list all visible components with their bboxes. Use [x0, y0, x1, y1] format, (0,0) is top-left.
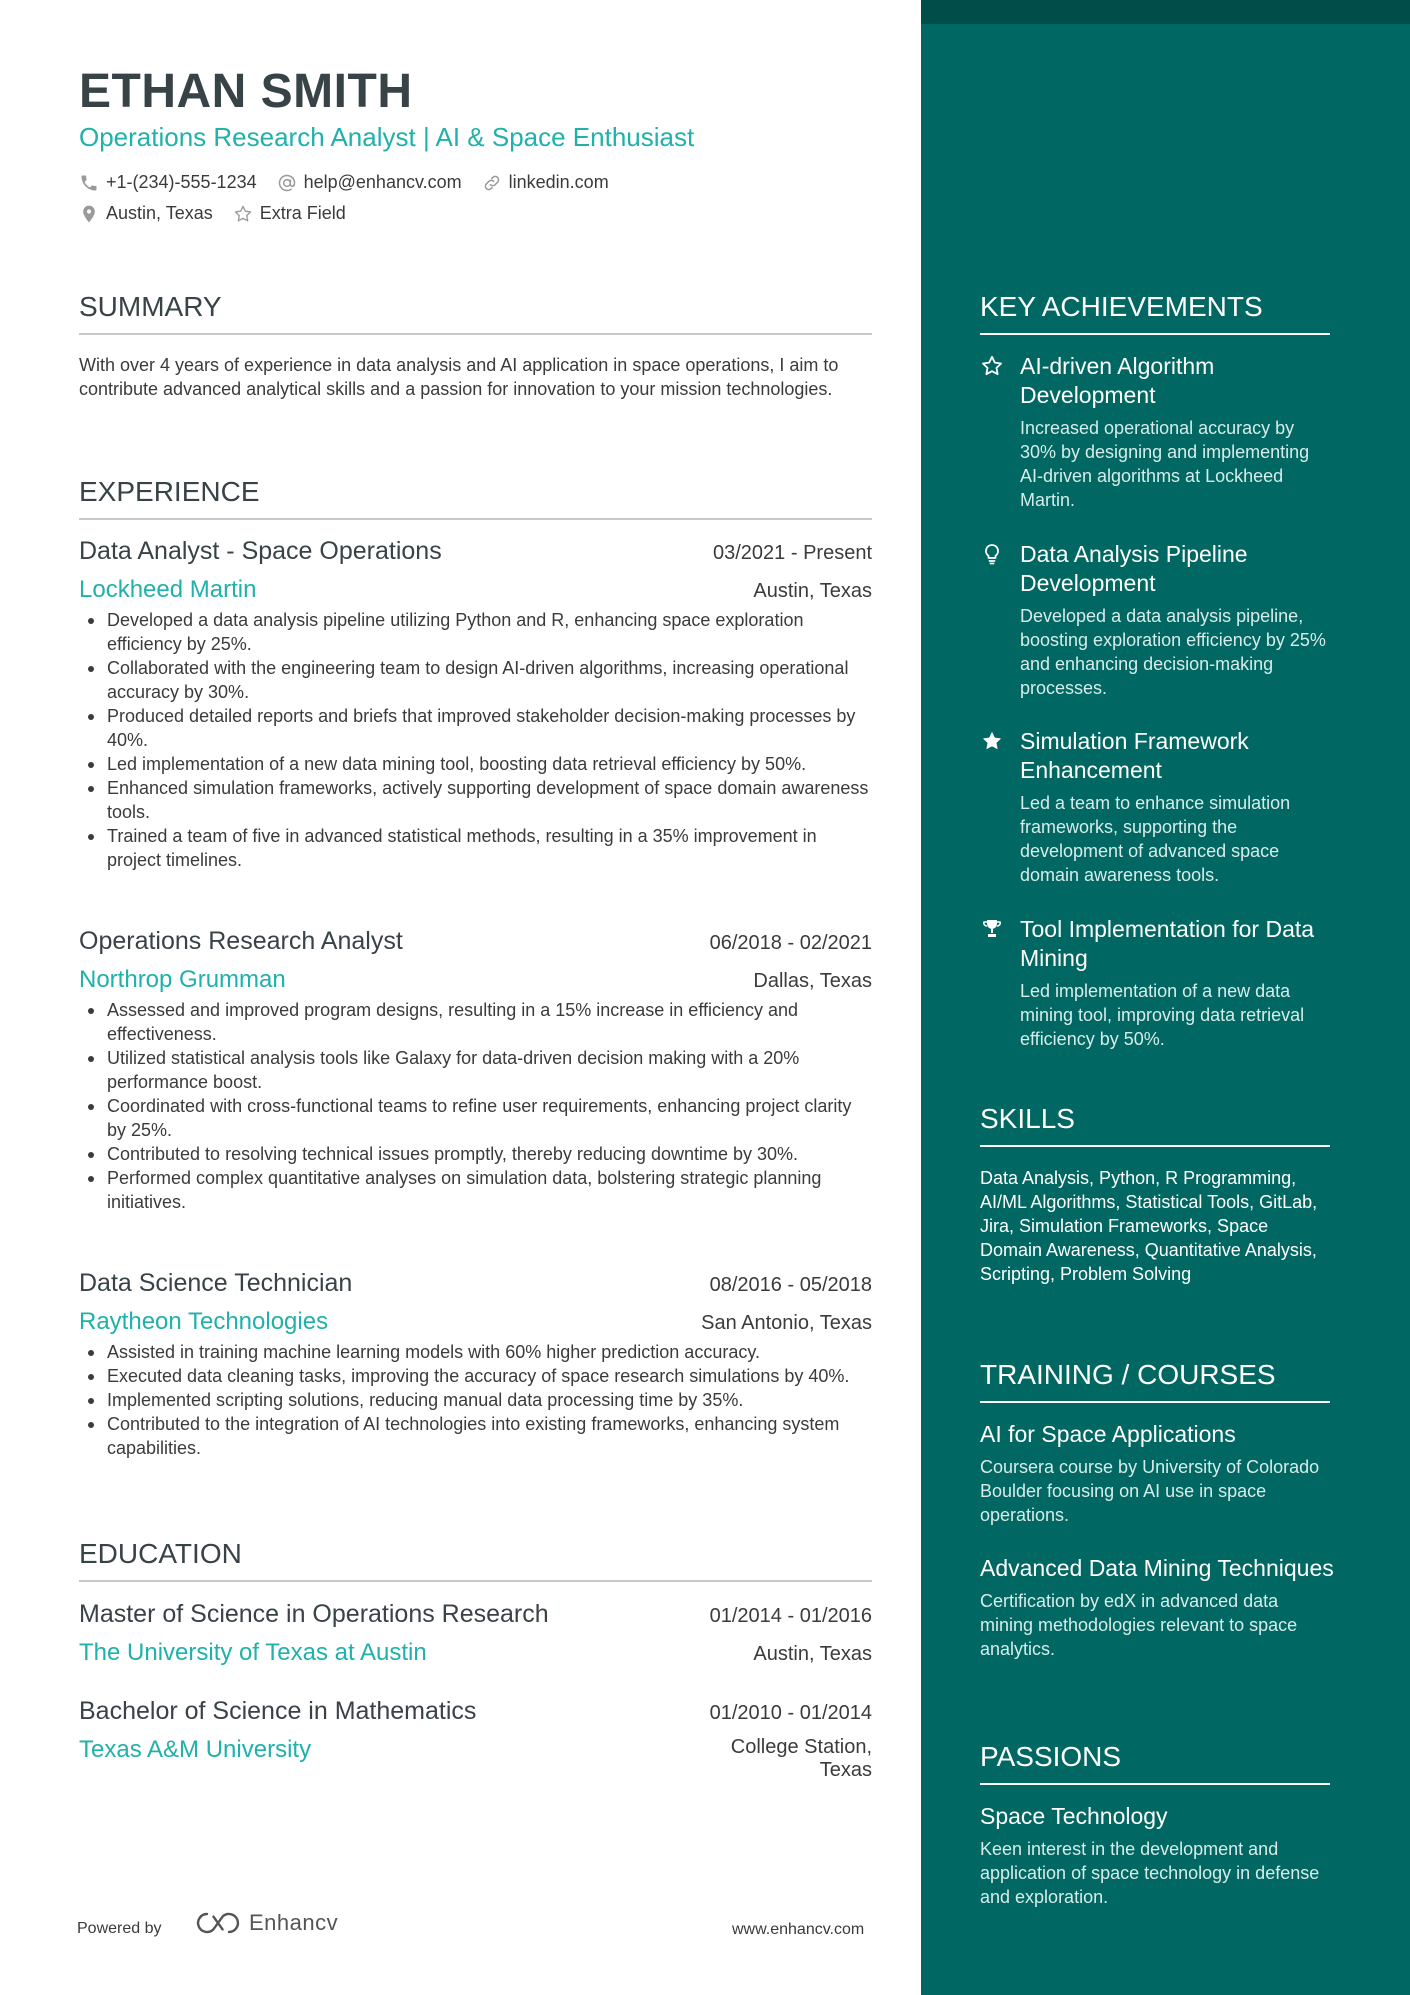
achievement-item [980, 352, 1335, 512]
job-bullet: Enhanced simulation frameworks, actively supporting development of space domain awareness tools. [79, 776, 872, 824]
job-title: Data Analyst - Space Operations [79, 537, 442, 565]
passion-title: Space Technology [980, 1803, 1168, 1829]
job-location: Austin, Texas [753, 580, 872, 602]
experience-entry [79, 537, 872, 872]
job-bullet: Developed a data analysis pipeline utilizing Python and R, enhancing space exploration efficiency by 25%. [79, 608, 872, 656]
training-item [980, 1554, 1335, 1661]
trophy-icon [980, 917, 1004, 941]
contact-email[interactable] [277, 172, 462, 193]
school-name: The University of Texas at Austin [79, 1639, 427, 1666]
location-pin-icon [79, 204, 99, 224]
education-entry [79, 1697, 872, 1782]
job-bullets [79, 1340, 872, 1460]
extra-text: Extra Field [259, 203, 346, 223]
summary-text: With over 4 years of experience in data analysis and AI application in space operations, I aim to contribute advanced analytical skills and a passion for innovation to your mission technologies. [79, 355, 839, 399]
powered-by-label: Powered by [77, 1920, 162, 1937]
job-location: Dallas, Texas [753, 970, 872, 992]
achievement-item [980, 727, 1335, 887]
candidate-name: ETHAN SMITH [79, 65, 413, 118]
star-outline-icon [233, 204, 253, 224]
job-bullet: Led implementation of a new data mining tool, boosting data retrieval efficiency by 50%. [79, 752, 872, 776]
contact-row [79, 203, 346, 224]
candidate-headline: Operations Research Analyst | AI & Space Enthusiast [79, 122, 695, 152]
contact-row [79, 172, 609, 193]
achievement-desc: Led a team to enhance simulation frameworks, supporting the development of advanced space domain awareness tools. [1020, 793, 1291, 885]
phone-icon [79, 173, 99, 193]
star-filled-icon [980, 729, 1004, 753]
education-location [731, 1736, 872, 1782]
section-title-summary: SUMMARY [79, 291, 872, 335]
job-bullet: Performed complex quantitative analyses on simulation data, bolstering strategic planning initiatives. [79, 1166, 872, 1214]
skills-list: Data Analysis, Python, R Programming, AI/ML Algorithms, Statistical Tools, GitLab, Jira, Simulation Frameworks, Space Domain Awareness, Quantitative Analysis, Scripting, Problem Solving [980, 1168, 1318, 1284]
contact-extra [233, 203, 346, 224]
education-location: Austin, Texas [753, 1643, 872, 1665]
training-title: AI for Space Applications [980, 1421, 1236, 1447]
enhancv-logo [195, 1910, 338, 1936]
location-text: Austin, Texas [106, 203, 213, 223]
training-item [980, 1420, 1335, 1527]
job-bullet: Utilized statistical analysis tools like Galaxy for data-driven decision making with a 20% performance boost. [79, 1046, 872, 1094]
email-text[interactable]: help@enhancv.com [303, 172, 462, 192]
section-title-education: EDUCATION [79, 1538, 872, 1582]
sidebar-top-bar [921, 0, 1410, 24]
achievement-desc: Led implementation of a new data mining tool, improving data retrieval efficiency by 50%. [1020, 981, 1305, 1049]
job-bullet: Assisted in training machine learning models with 60% higher prediction accuracy. [79, 1340, 872, 1364]
achievement-title: AI-driven Algorithm Development [1020, 353, 1215, 408]
star-outline-icon [980, 354, 1004, 378]
achievement-item [980, 540, 1335, 700]
job-dates: 06/2018 - 02/2021 [709, 932, 872, 954]
degree-title: Bachelor of Science in Mathematics [79, 1697, 477, 1725]
phone-text: +1-(234)-555-1234 [106, 172, 257, 192]
job-bullet: Executed data cleaning tasks, improving the accuracy of space research simulations by 40%. [79, 1364, 872, 1388]
school-name: Texas A&M University [79, 1736, 312, 1763]
company-name: Lockheed Martin [79, 576, 257, 603]
job-dates: 03/2021 - Present [713, 542, 872, 564]
job-title: Data Science Technician [79, 1269, 353, 1297]
job-bullet: Produced detailed reports and briefs that improved stakeholder decision-making processes by 40%. [79, 704, 872, 752]
achievement-title: Tool Implementation for Data Mining [1020, 916, 1315, 971]
education-dates: 01/2010 - 01/2014 [709, 1702, 872, 1724]
enhancv-wordmark: Enhancv [249, 1910, 339, 1935]
experience-entry [79, 927, 872, 1214]
passion-desc: Keen interest in the development and application of space technology in defense and exploration. [980, 1839, 1320, 1907]
company-name: Northrop Grumman [79, 966, 286, 993]
link-text[interactable]: linkedin.com [508, 172, 609, 192]
section-title-achievements: KEY ACHIEVEMENTS [980, 291, 1330, 335]
section-title-experience: EXPERIENCE [79, 476, 872, 520]
job-bullet: Contributed to resolving technical issues promptly, thereby reducing downtime by 30%. [79, 1142, 872, 1166]
experience-entry [79, 1269, 872, 1460]
job-dates: 08/2016 - 05/2018 [709, 1274, 872, 1296]
achievement-item [980, 915, 1335, 1051]
education-location-line: Texas [819, 1759, 872, 1781]
job-location: San Antonio, Texas [701, 1312, 872, 1334]
section-title-training: TRAINING / COURSES [980, 1359, 1330, 1403]
education-dates: 01/2014 - 01/2016 [709, 1605, 872, 1627]
education-entry [79, 1600, 872, 1667]
training-desc: Coursera course by University of Colorado Boulder focusing on AI use in space operations. [980, 1457, 1320, 1525]
section-title-skills: SKILLS [980, 1103, 1330, 1147]
job-bullet: Assessed and improved program designs, resulting in a 15% increase in efficiency and effectiveness. [79, 998, 872, 1046]
job-bullets [79, 608, 872, 872]
contact-location [79, 203, 213, 224]
job-bullet: Implemented scripting solutions, reducing manual data processing time by 35%. [79, 1388, 872, 1412]
company-name: Raytheon Technologies [79, 1308, 329, 1335]
contact-phone [79, 172, 257, 193]
link-icon [482, 173, 502, 193]
website-link[interactable]: www.enhancv.com [732, 1921, 865, 1938]
job-bullet: Contributed to the integration of AI technologies into existing frameworks, enhancing system capabilities. [79, 1412, 872, 1460]
section-title-passions: PASSIONS [980, 1741, 1330, 1785]
lightbulb-icon [980, 542, 1004, 566]
contact-link[interactable] [482, 172, 609, 193]
job-title: Operations Research Analyst [79, 927, 403, 955]
training-title: Advanced Data Mining Techniques [980, 1555, 1334, 1581]
achievement-title: Data Analysis Pipeline Development [1020, 541, 1248, 596]
job-bullets [79, 998, 872, 1214]
at-sign-icon [277, 173, 297, 193]
achievement-desc: Increased operational accuracy by 30% by designing and implementing AI-driven algorithms at Lockheed Martin. [1020, 418, 1310, 510]
training-desc: Certification by edX in advanced data mining methodologies relevant to space analytics. [980, 1591, 1298, 1659]
achievement-desc: Developed a data analysis pipeline, boosting exploration efficiency by 25% and enhancing decision-making processes. [1020, 606, 1326, 698]
job-bullet: Collaborated with the engineering team to design AI-driven algorithms, increasing operational accuracy by 30%. [79, 656, 872, 704]
education-location-line: College Station, [730, 1736, 872, 1758]
enhancv-logo-icon [195, 1910, 241, 1936]
achievement-title: Simulation Framework Enhancement [1020, 728, 1249, 783]
degree-title: Master of Science in Operations Research [79, 1600, 549, 1628]
passion-item [980, 1802, 1335, 1909]
job-bullet: Trained a team of five in advanced statistical methods, resulting in a 35% improvement in project timelines. [79, 824, 872, 872]
job-bullet: Coordinated with cross-functional teams to refine user requirements, enhancing project clarity by 25%. [79, 1094, 872, 1142]
